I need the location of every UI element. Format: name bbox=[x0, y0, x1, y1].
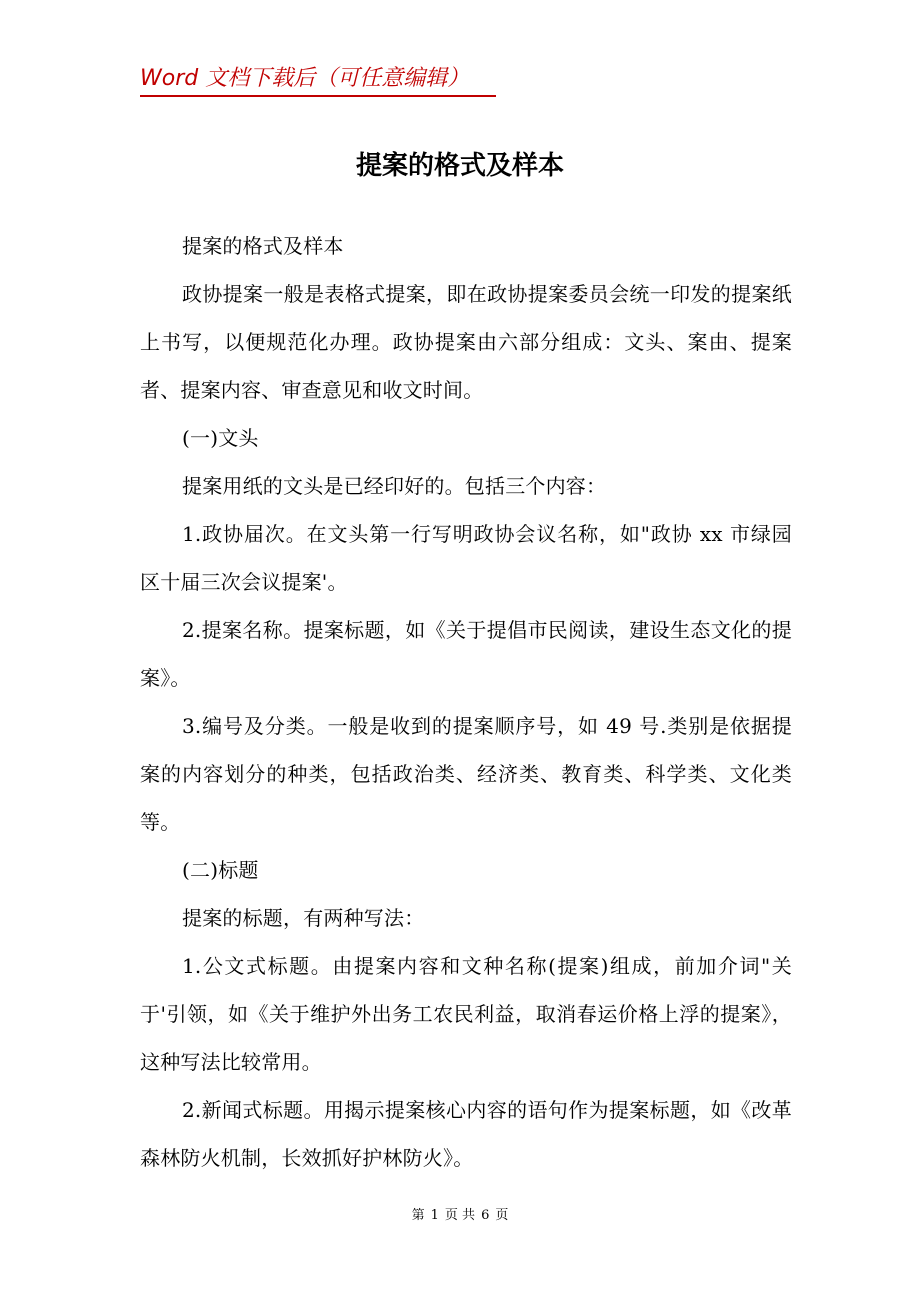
document-body bbox=[140, 222, 792, 1182]
list-item: 3.编号及分类。一般是收到的提案顺序号，如 49 号.类别是依据提案的内容划分的种类，包括政治类、经济类、教育类、科学类、文化类等。 bbox=[140, 714, 792, 834]
list-item: 1.政协届次。在文头第一行写明政协会议名称，如"政协 xx 市绿园区十届三次会议提案'。 bbox=[140, 522, 792, 594]
section-heading: (一)文头 bbox=[182, 426, 259, 450]
header-underline bbox=[140, 95, 496, 97]
paragraph: 提案的格式及样本 bbox=[182, 234, 344, 258]
paragraph: 政协提案一般是表格式提案，即在政协提案委员会统一印发的提案纸上书写，以便规范化办理。政协提案由六部分组成：文头、案由、提案者、提案内容、审查意见和收文时间。 bbox=[140, 282, 792, 402]
list-item: 2.新闻式标题。用揭示提案核心内容的语句作为提案标题，如《改革森林防火机制，长效抓好护林防火》。 bbox=[140, 1098, 792, 1170]
footer-prefix: 第 bbox=[411, 1208, 425, 1223]
document-title: 提案的格式及样本 bbox=[355, 151, 564, 181]
current-page-number: 1 bbox=[430, 1208, 439, 1223]
paragraph: 提案用纸的文头是已经印好的。包括三个内容： bbox=[182, 474, 607, 498]
footer-middle: 页 共 bbox=[444, 1208, 476, 1223]
page-footer bbox=[0, 1206, 920, 1226]
list-item: 2.提案名称。提案标题，如《关于提倡市民阅读，建设生态文化的提案》。 bbox=[140, 618, 792, 690]
download-header bbox=[140, 64, 492, 98]
header-text: Word 文档下载后（可任意编辑） bbox=[140, 66, 470, 91]
footer-suffix: 页 bbox=[495, 1208, 509, 1223]
section-heading: (二)标题 bbox=[182, 858, 259, 882]
paragraph: 提案的标题，有两种写法： bbox=[182, 906, 425, 930]
total-pages-number: 6 bbox=[481, 1208, 490, 1223]
list-item: 1.公文式标题。由提案内容和文种名称(提案)组成，前加介词"关于'引领，如《关于维护外出务工农民利益，取消春运价格上浮的提案》，这种写法比较常用。 bbox=[140, 954, 792, 1074]
